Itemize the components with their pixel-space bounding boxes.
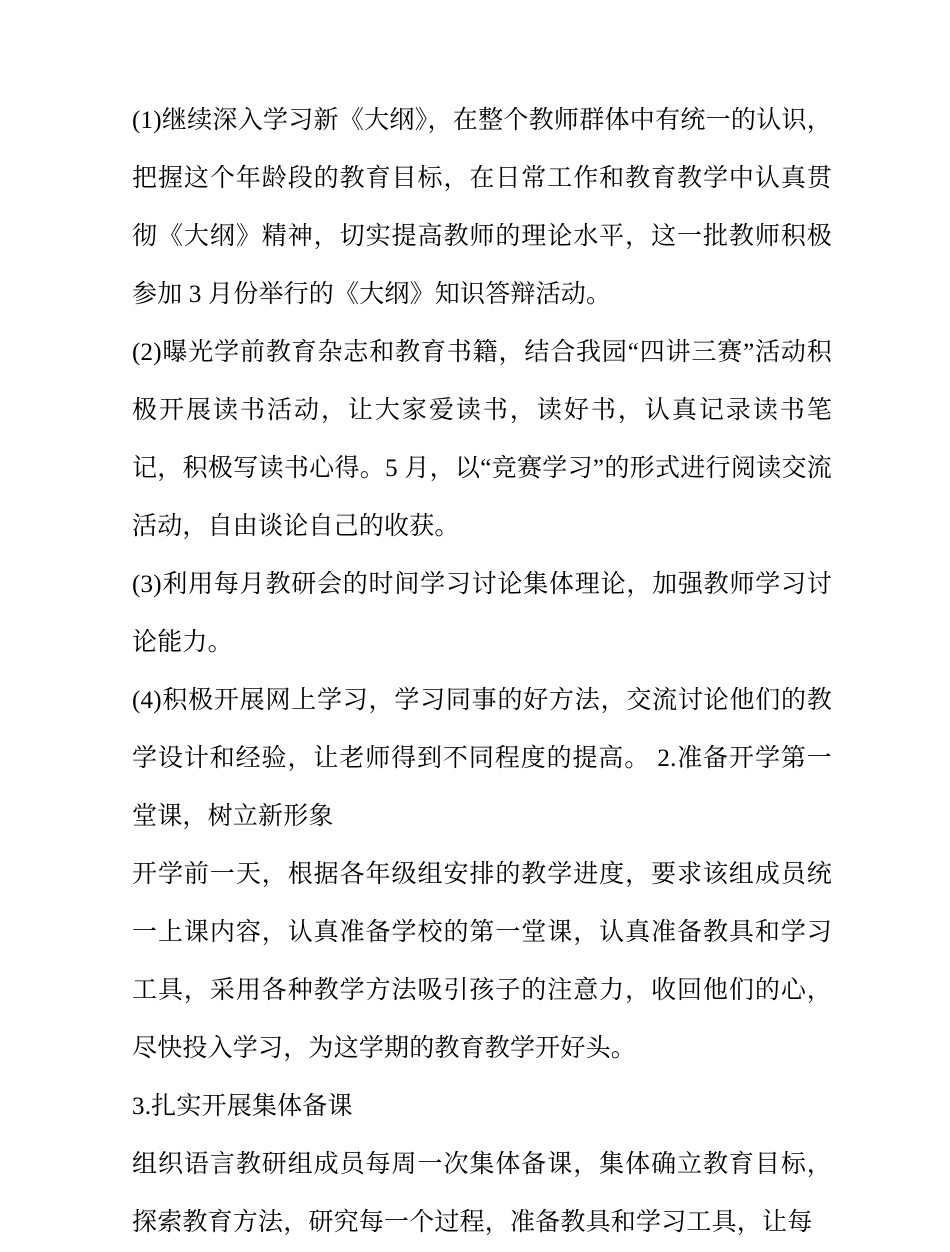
paragraph-3: (3)利用每月教研会的时间学习讨论集体理论，加强教师学习讨论能力。 [132, 571, 832, 656]
paragraph-1: (1)继续深入学习新《大纲》，在整个教师群体中有统一的认识，把握这个年龄段的教育目标，在日常工作和教育教学中认真贯彻《大纲》精神，切实提高教师的理论水平，这一批教师积极参加 3 月份举行的《大纲》知识答辩活动。 [132, 107, 832, 308]
paragraph-2: (2)曝光学前教育杂志和教育书籍，结合我园“四讲三赛”活动积极开展读书活动，让大家爱读书，读好书，认真记录读书笔记，积极写读书心得。5 月，以“竞赛学习”的形式进行阅读交流活动，自由谈论自己的收获。 [132, 339, 832, 540]
document-body [132, 92, 832, 1252]
paragraph-7: 组织语言教研组成员每周一次集体备课，集体确立教育目标，探索教育方法，研究每一个过程，准备教具和学习工具，让每 [132, 1151, 832, 1236]
paragraph-5: 开学前一天，根据各年级组安排的教学进度，要求该组成员统一上课内容，认真准备学校的第一堂课，认真准备教具和学习工具，采用各种教学方法吸引孩子的注意力，收回他们的心，尽快投入学习，为这学期的教育教学开好头。 [132, 861, 832, 1062]
paragraph-6: 3.扎实开展集体备课 [132, 1093, 353, 1120]
paragraph-4: (4)积极开展网上学习，学习同事的好方法，交流讨论他们的教学设计和经验，让老师得到不同程度的提高。 2.准备开学第一堂课，树立新形象 [132, 687, 832, 830]
